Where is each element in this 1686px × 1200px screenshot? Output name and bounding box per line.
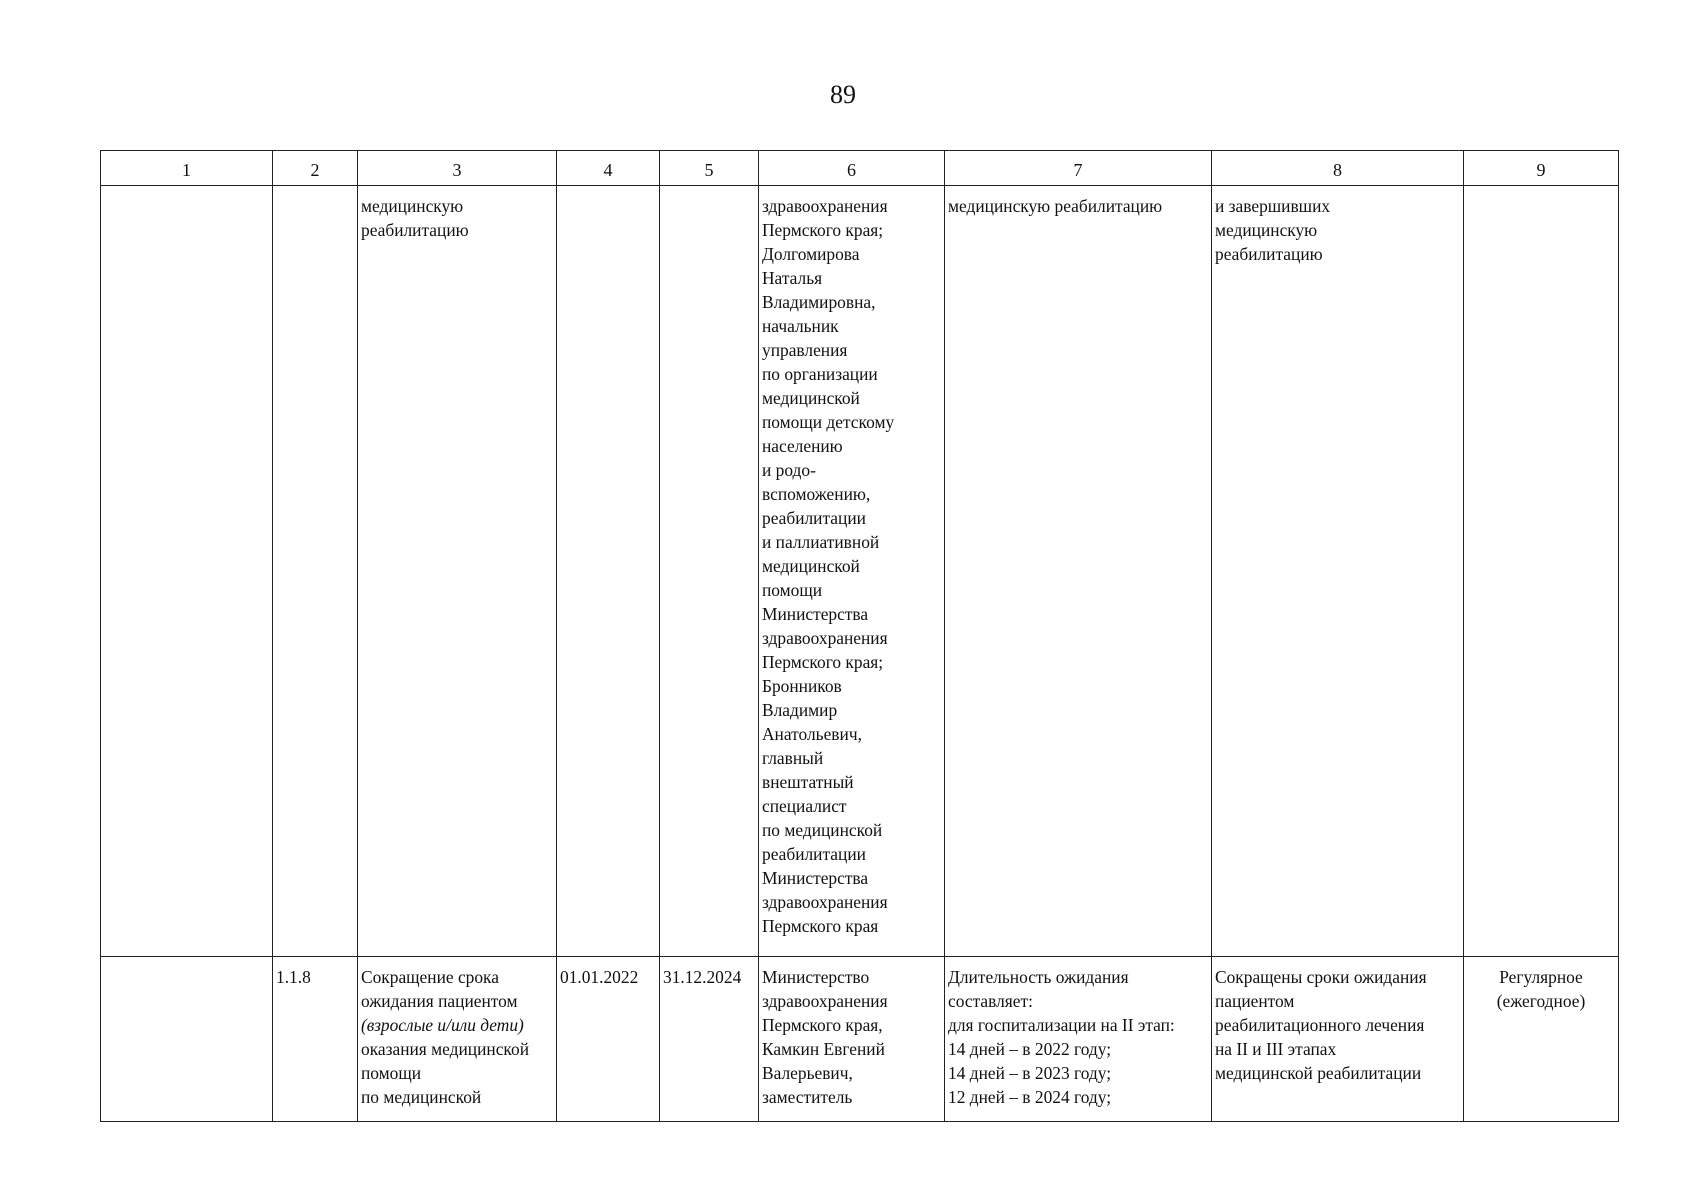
column-header: 4 [557,151,660,186]
table-cell: и завершивших медицинскую реабилитацию [1212,186,1464,957]
document-table [100,150,1619,1122]
table-header-row [101,151,1619,186]
table-cell: медицинскую реабилитацию [945,186,1212,957]
table-row [101,957,1619,1122]
cell-text: Сокращение срока ожидания пациентом [361,967,518,1011]
page-number: 89 [830,80,856,109]
table-cell: медицинскую реабилитацию [358,186,557,957]
column-header: 2 [273,151,358,186]
table-cell [557,186,660,957]
cell-text-italic: (взрослые и/или дети) [361,1015,524,1035]
column-header: 1 [101,151,273,186]
table-cell: Длительность ожидания составляет: для госпитализации на II этап: 14 дней – в 2022 году; 14 дней – в 2023 году; 12 дней – в 2024 году; [945,957,1212,1122]
table-cell: Сокращены сроки ожидания пациентом реабилитационного лечения на II и III этапах медицинской реабилитации [1212,957,1464,1122]
table-cell [101,186,273,957]
table-cell [101,957,273,1122]
table-cell [358,957,557,1122]
table-row [101,186,1619,957]
table-cell: 31.12.2024 [660,957,759,1122]
column-header: 6 [759,151,945,186]
table-cell: здравоохранения Пермского края; Долгомирова Наталья Владимировна, начальник управления по организации медицинской помощи детскому населению и родо- вспоможению, реабилитации и паллиативной медицинской помощи Министерства здравоохранения Пермского края; Бронников Владимир Анатольевич, главный внештатный специалист по медицинской реабилитации Министерства здравоохранения Пермского края [759,186,945,957]
cell-text: оказания медицинской помощи по медицинской [361,1039,530,1107]
table-cell: Регулярное (ежегодное) [1464,957,1619,1122]
table-cell [660,186,759,957]
table-cell [1464,186,1619,957]
table-cell [273,186,358,957]
column-header: 9 [1464,151,1619,186]
table-cell: 1.1.8 [273,957,358,1122]
column-header: 7 [945,151,1212,186]
column-header: 8 [1212,151,1464,186]
table-cell: 01.01.2022 [557,957,660,1122]
table-cell: Министерство здравоохранения Пермского края, Камкин Евгений Валерьевич, заместитель [759,957,945,1122]
column-header: 3 [358,151,557,186]
column-header: 5 [660,151,759,186]
